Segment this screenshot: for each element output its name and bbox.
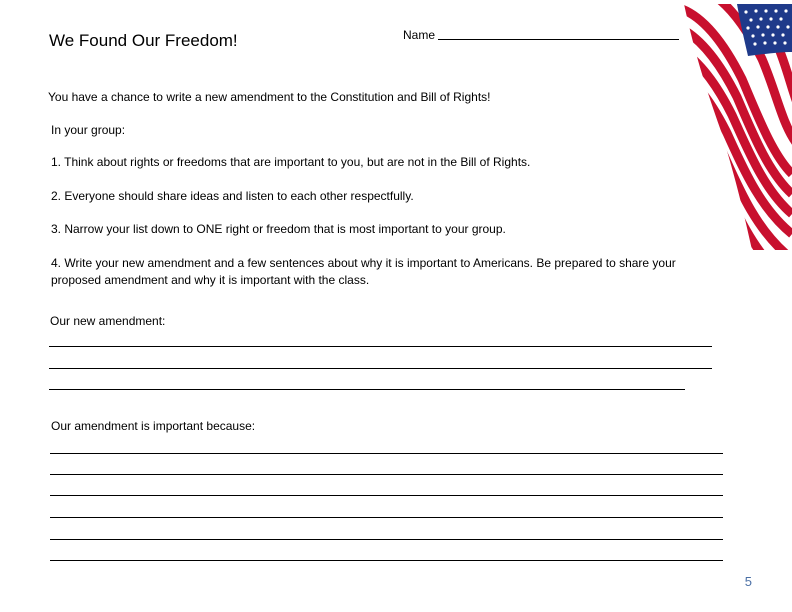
amendment-line[interactable] [49,368,712,369]
step-2: 2. Everyone should share ideas and listen to each other respectfully. [51,189,414,203]
american-flag-icon [682,4,792,250]
importance-line[interactable] [50,539,723,540]
step-4-continued: proposed amendment and why it is important with the class. [51,273,370,287]
importance-line[interactable] [50,495,723,496]
step-1: 1. Think about rights or freedoms that are important to you, but are not in the Bill of Rights. [51,155,531,169]
step-4: 4. Write your new amendment and a few sentences about why it is important to Americans. Be prepared to share your [51,256,676,270]
name-label: Name [403,28,436,42]
importance-line[interactable] [50,517,723,518]
importance-line[interactable] [50,453,723,454]
amendment-line[interactable] [49,389,685,390]
amendment-label: Our new amendment: [50,314,166,328]
importance-label: Our amendment is important because: [51,419,256,433]
group-heading: In your group: [51,123,126,137]
step-3: 3. Narrow your list down to ONE right or freedom that is most important to your group. [51,222,506,236]
importance-line[interactable] [50,560,723,561]
page-number: 5 [744,574,752,589]
intro-text: You have a chance to write a new amendment to the Constitution and Bill of Rights! [48,90,491,104]
name-field[interactable] [438,39,679,40]
importance-line[interactable] [50,474,723,475]
page-title: We Found Our Freedom! [49,31,238,50]
amendment-line[interactable] [49,346,712,347]
